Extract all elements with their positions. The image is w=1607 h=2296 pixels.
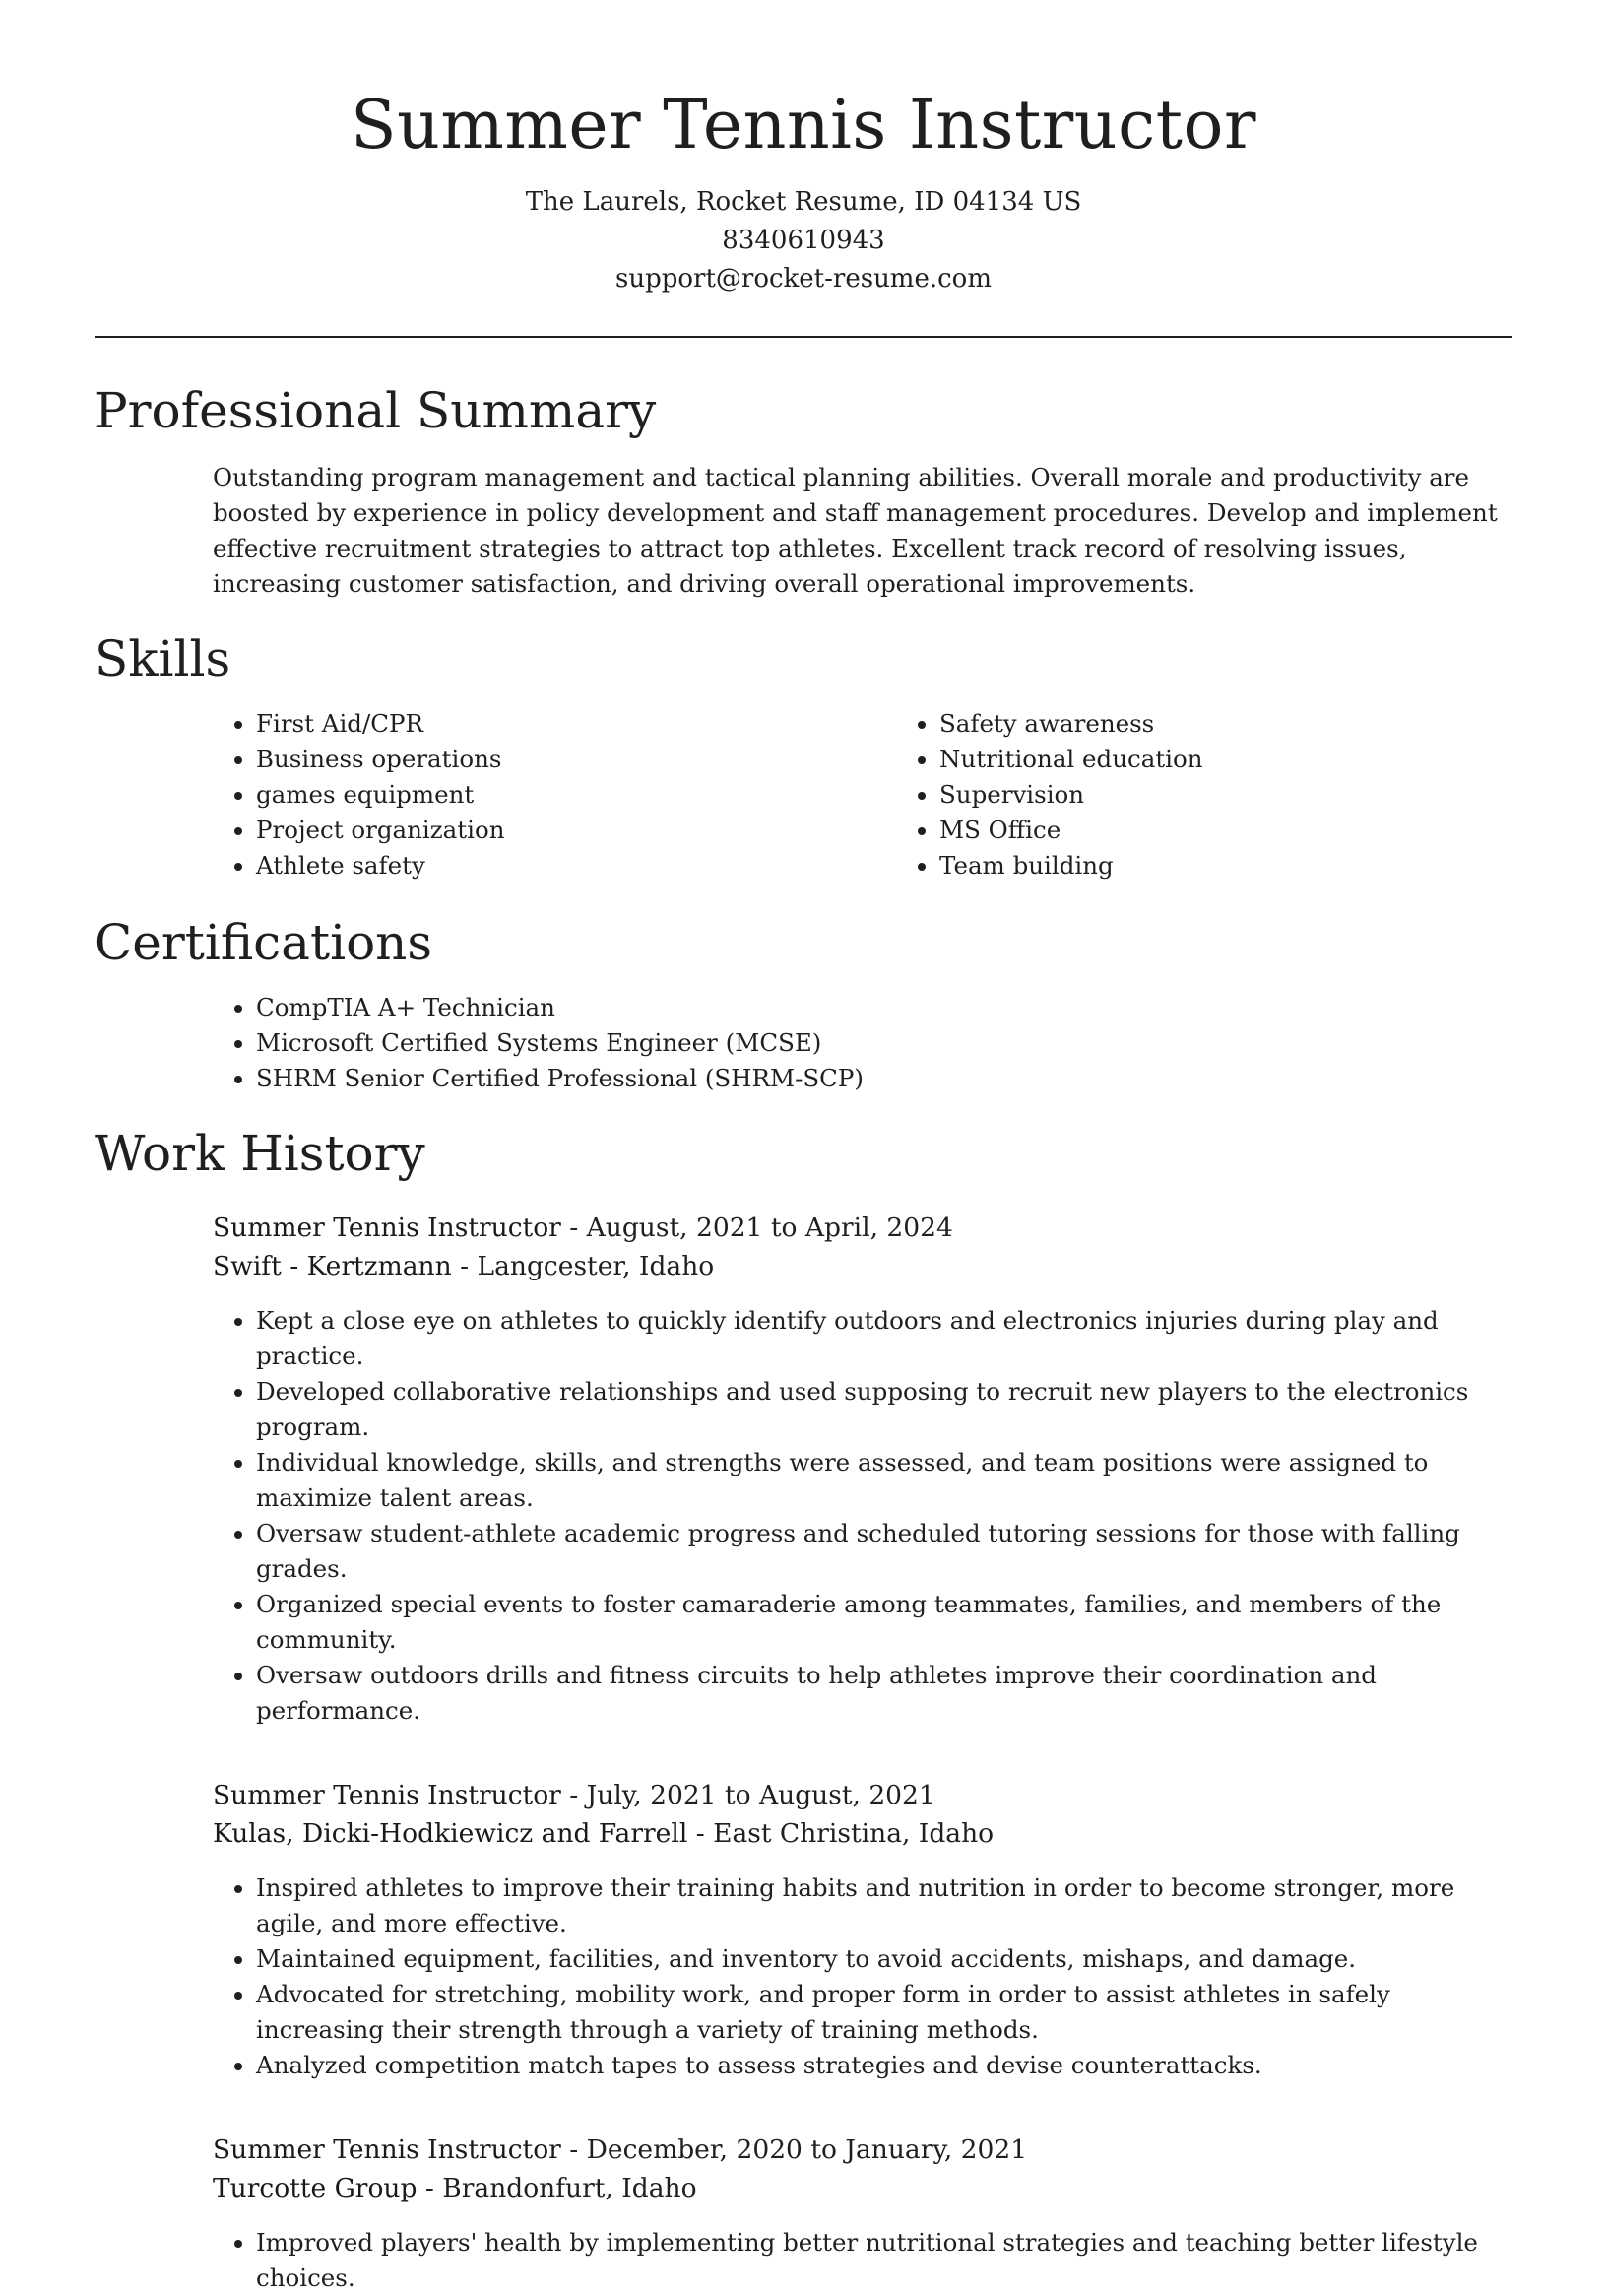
job-company-line: Turcotte Group - Brandonfurt, Idaho xyxy=(213,2173,697,2203)
job-bullet: • Analyzed competition match tapes to assess strategies and devise counterattacks. xyxy=(256,2048,1512,2083)
certification-item: • SHRM Senior Certified Professional (SHRM-SCP) xyxy=(256,1061,1512,1096)
job-location: Brandonfurt, Idaho xyxy=(442,2173,697,2203)
job-dates: December, 2020 to January, 2021 xyxy=(586,2134,1028,2165)
job-dates: August, 2021 to April, 2024 xyxy=(586,1213,953,1243)
skill-item: • MS Office xyxy=(939,813,1203,848)
skills-grid xyxy=(213,706,1512,884)
skill-item: • Nutritional education xyxy=(939,742,1203,777)
section-title-certifications: Certifications xyxy=(95,914,433,971)
summary-text: Outstanding program management and tactical planning abilities. Overall morale and productivity are boosted by experience in policy development and staff management procedures. Develop and implement effective recruitment strategies to attract top athletes. Excellent track record of resolving issues, increasing customer satisfaction, and driving overall operational improvements. xyxy=(213,463,1498,598)
resume-header xyxy=(0,0,1607,298)
certification-item: • CompTIA A+ Technician xyxy=(256,990,1512,1025)
skill-item: • Safety awareness xyxy=(939,706,1203,742)
skills-column-left xyxy=(213,706,896,884)
job-entry xyxy=(213,1776,1512,2083)
job-title-line: Summer Tennis Instructor - August, 2021 to April, 2024 xyxy=(213,1213,953,1243)
job-company-line: Swift - Kertzmann - Langcester, Idaho xyxy=(213,1251,715,1281)
job-title: Summer Tennis Instructor xyxy=(213,2134,561,2165)
section-title-summary: Professional Summary xyxy=(95,382,657,439)
job-location: Langcester, Idaho xyxy=(477,1251,715,1281)
header-divider xyxy=(95,336,1512,338)
skill-item: • Athlete safety xyxy=(256,848,896,884)
skill-item: • Project organization xyxy=(256,813,896,848)
section-title-skills: Skills xyxy=(95,630,231,688)
section-work-history xyxy=(95,1122,1512,2296)
job-bullet: • Kept a close eye on athletes to quickly identify outdoors and electronics injuries during play and practice. xyxy=(256,1303,1512,1374)
contact-phone: 8340610943 xyxy=(722,226,885,255)
certification-item: • Microsoft Certified Systems Engineer (MCSE) xyxy=(256,1025,1512,1061)
job-bullet-list xyxy=(213,1303,1512,1729)
section-professional-summary xyxy=(95,379,1512,602)
job-bullet-list xyxy=(213,1870,1512,2083)
job-company: Kulas, Dicki-Hodkiewicz and Farrell xyxy=(213,1818,688,1849)
job-title-line: Summer Tennis Instructor - December, 2020 to January, 2021 xyxy=(213,2134,1028,2165)
section-skills xyxy=(95,627,1512,884)
job-title: Summer Tennis Instructor xyxy=(213,1213,561,1243)
job-company: Turcotte Group xyxy=(213,2173,418,2203)
job-bullet: • Oversaw student-athlete academic progress and scheduled tutoring sessions for those with falling grades. xyxy=(256,1516,1512,1587)
candidate-name: Summer Tennis Instructor xyxy=(351,87,1256,164)
section-certifications xyxy=(95,911,1512,1096)
skill-item: • games equipment xyxy=(256,777,896,813)
skill-item: • Business operations xyxy=(256,742,896,777)
skill-item: • Team building xyxy=(939,848,1203,884)
job-bullet: • Advocated for stretching, mobility work, and proper form in order to assist athletes in safely increasing their strength through a variety of training methods. xyxy=(256,1977,1512,2048)
job-bullet: • Maintained equipment, facilities, and inventory to avoid accidents, mishaps, and damage. xyxy=(256,1941,1512,1977)
job-title: Summer Tennis Instructor xyxy=(213,1780,561,1810)
skills-column-right xyxy=(896,706,1203,884)
job-title-line: Summer Tennis Instructor - July, 2021 to August, 2021 xyxy=(213,1780,935,1810)
job-location: East Christina, Idaho xyxy=(713,1818,995,1849)
job-bullet: • Oversaw outdoors drills and fitness circuits to help athletes improve their coordination and performance. xyxy=(256,1658,1512,1729)
contact-address: The Laurels, Rocket Resume, ID 04134 US xyxy=(525,187,1082,217)
job-dates: July, 2021 to August, 2021 xyxy=(586,1780,935,1810)
job-company: Swift - Kertzmann xyxy=(213,1251,452,1281)
job-bullet: • Individual knowledge, skills, and strengths were assessed, and team positions were assigned to maximize talent areas. xyxy=(256,1445,1512,1516)
job-entry xyxy=(213,2131,1512,2296)
job-bullet: • Improved players' health by implementing better nutritional strategies and teaching better lifestyle choices. xyxy=(256,2225,1512,2296)
certification-list xyxy=(213,990,1512,1096)
job-bullet: • Organized special events to foster camaraderie among teammates, families, and members of the community. xyxy=(256,1587,1512,1658)
skill-item: • First Aid/CPR xyxy=(256,706,896,742)
job-bullet: • Inspired athletes to improve their training habits and nutrition in order to become stronger, more agile, and more effective. xyxy=(256,1870,1512,1941)
job-bullet: • Developed collaborative relationships and used supposing to recruit new players to the electronics program. xyxy=(256,1374,1512,1445)
contact-info xyxy=(0,183,1607,298)
section-title-work-history: Work History xyxy=(95,1125,425,1182)
job-bullet-list xyxy=(213,2225,1512,2296)
contact-email: support@rocket-resume.com xyxy=(614,264,992,294)
skill-item: • Supervision xyxy=(939,777,1203,813)
job-company-line: Kulas, Dicki-Hodkiewicz and Farrell - East Christina, Idaho xyxy=(213,1818,995,1849)
job-entry xyxy=(213,1209,1512,1729)
